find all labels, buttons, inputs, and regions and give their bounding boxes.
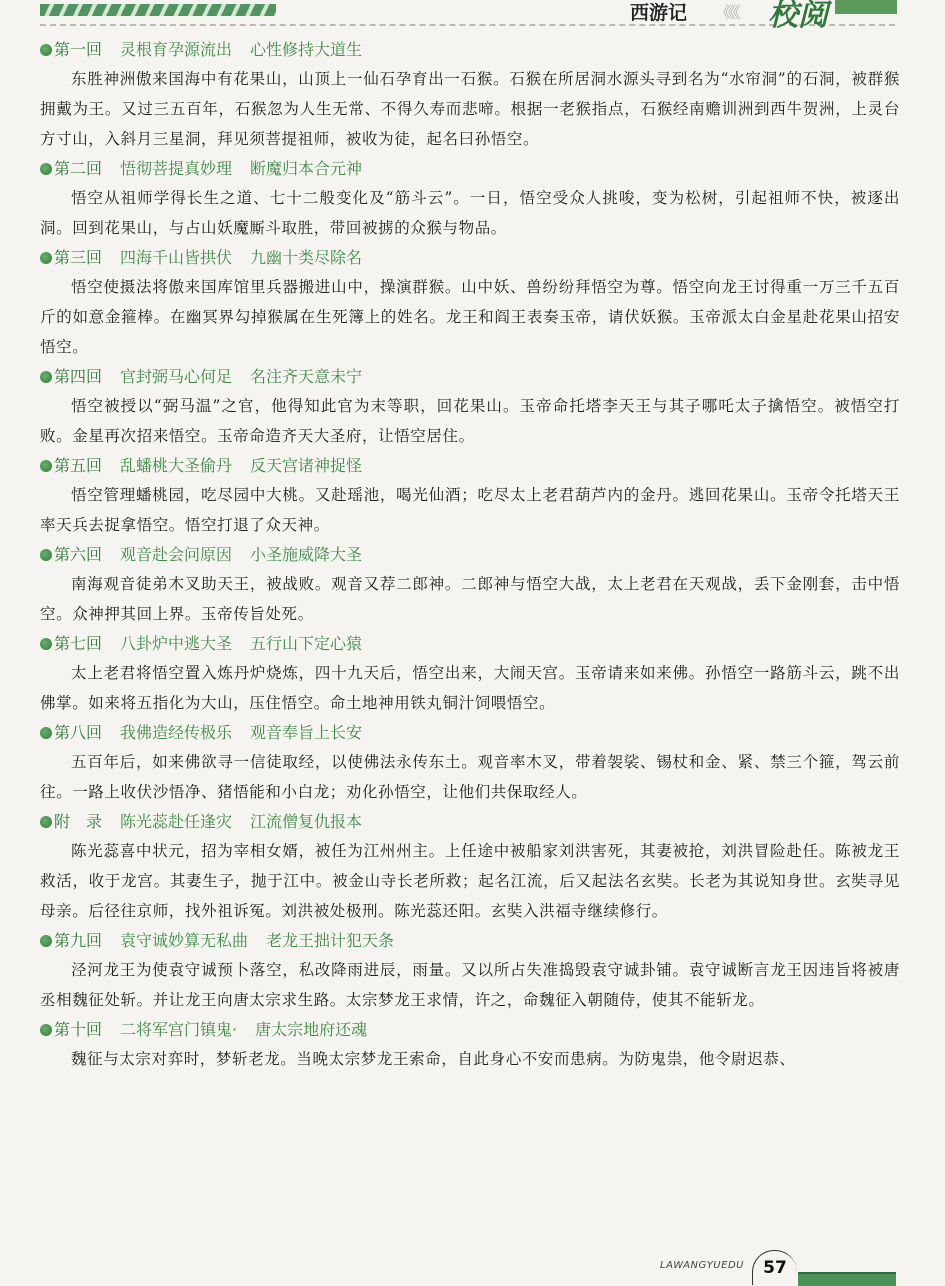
bullet-dot-icon — [40, 44, 52, 56]
chapter-title-first: 悟彻菩提真妙理 — [120, 159, 233, 178]
chapter-title-second: 九幽十类尽除名 — [250, 248, 363, 267]
bullet-dot-icon — [40, 816, 52, 828]
decorative-footer-bar — [798, 1272, 896, 1286]
chapter-summary: 南海观音徒弟木叉助天王，被战败。观音又荐二郎神。二郎神与悟空大战，太上老君在天观战，丢下金刚套，击中悟空。众神押其回上界。玉帝传旨处死。 — [40, 575, 900, 623]
bullet-dot-icon — [40, 549, 52, 561]
chapter-entry — [40, 452, 900, 540]
chapter-title-second: 五行山下定心猿 — [250, 634, 363, 653]
chapter-title-first: 袁守诚妙算无私曲 — [120, 931, 249, 950]
chapter-number: 第四回 — [54, 367, 103, 386]
chapter-entry — [40, 155, 900, 243]
bullet-dot-icon — [40, 935, 52, 947]
bullet-dot-icon — [40, 371, 52, 383]
chapter-title-first: 观音赴会问原因 — [120, 545, 233, 564]
chapter-entry — [40, 36, 900, 154]
chapter-summary: 悟空使摄法将傲来国库馆里兵器搬进山中，操演群猴。山中妖、兽纷纷拜悟空为尊。悟空向龙王讨得重一万三千五百斤的如意金箍棒。在幽冥界勾掉猴属在生死簿上的姓名。龙王和阎王表奏玉帝，请伏妖猴。玉帝派太白金星赴花果山招安悟空。 — [40, 278, 900, 356]
chapter-number: 第八回 — [54, 723, 103, 742]
chapter-heading — [40, 244, 900, 272]
chapter-summary: 悟空被授以“弼马温”之官，他得知此官为末等职，回花果山。玉帝命托塔李天王与其子哪吒太子擒悟空。被悟空打败。金星再次招来悟空。玉帝命造齐天大圣府，让悟空居住。 — [40, 397, 900, 445]
chapter-heading — [40, 36, 900, 64]
chapter-summary: 陈光蕊喜中状元，招为宰相女婿，被任为江州州主。上任途中被船家刘洪害死，其妻被抢，刘洪冒险赴任。陈被龙王救活，收于龙宫。其妻生子，抛于江中。被金山寺长老所救；起名江流，后又起法名玄奘。长老为其说知身世。玄奘寻见母亲。后径往京师，找外祖诉冤。刘洪被处极刑。陈光蕊还阳。玄奘入洪福寺继续修行。 — [40, 842, 900, 920]
chapter-number: 第一回 — [54, 40, 103, 59]
chapter-entry — [40, 630, 900, 718]
bullet-dot-icon — [40, 252, 52, 264]
chapter-entry — [40, 927, 900, 1015]
chapter-number: 附 录 — [54, 812, 103, 831]
footer-brand: LAWANGYUEDU — [660, 1260, 744, 1271]
chapter-title-first: 灵根育孕源流出 — [120, 40, 233, 59]
chapter-summary: 泾河龙王为使袁守诚预卜落空，私改降雨进辰，雨量。又以所占失准捣毁袁守诚卦铺。袁守诚断言龙王因违旨将被唐丞相魏征处斩。并让龙王向唐太宗求生路。太宗梦龙王求情，许之，命魏征入朝随侍，使其不能斩龙。 — [40, 961, 900, 1009]
chapter-heading — [40, 927, 900, 955]
chapter-heading — [40, 363, 900, 391]
bullet-dot-icon — [40, 727, 52, 739]
chapter-title-second: 老龙王拙计犯天条 — [266, 931, 395, 950]
chapter-title-first: 八卦炉中逃大圣 — [120, 634, 233, 653]
chapter-title-second: 断魔归本合元神 — [250, 159, 363, 178]
chapter-entry — [40, 541, 900, 629]
chapter-number: 第九回 — [54, 931, 103, 950]
chapter-number: 第三回 — [54, 248, 103, 267]
chapter-number: 第五回 — [54, 456, 103, 475]
decorative-green-block — [835, 0, 897, 14]
chapter-heading — [40, 719, 900, 747]
chapter-heading — [40, 630, 900, 658]
chapter-title-second: 观音奉旨上长安 — [250, 723, 363, 742]
chapter-summary: 悟空从祖师学得长生之道、七十二般变化及“筋斗云”。一日，悟空受众人挑唆，变为松树，引起祖师不快，被逐出洞。回到花果山，与占山妖魔厮斗取胜，带回被掳的众猴与物品。 — [40, 189, 900, 237]
chapter-summary: 悟空管理蟠桃园，吃尽园中大桃。又赴瑶池，喝光仙酒；吃尽太上老君葫芦内的金丹。逃回花果山。玉帝令托塔天王率天兵去捉拿悟空。悟空打退了众天神。 — [40, 486, 900, 534]
chapter-heading — [40, 1016, 900, 1044]
chapter-number: 第七回 — [54, 634, 103, 653]
bullet-dot-icon — [40, 460, 52, 472]
chapter-title-first: 四海千山皆拱伏 — [120, 248, 233, 267]
page-number: 57 — [752, 1250, 797, 1285]
bullet-dot-icon — [40, 1024, 52, 1036]
chapter-number: 第十回 — [54, 1020, 103, 1039]
chapter-title-first: 二将军宫门镇鬼· — [120, 1020, 238, 1039]
section-label: 校阅 — [768, 0, 828, 33]
chapter-number: 第二回 — [54, 159, 103, 178]
chapter-heading — [40, 541, 900, 569]
chapter-title-second: 小圣施威降大圣 — [250, 545, 363, 564]
chapter-title-first: 陈光蕊赴任逢灾 — [120, 812, 233, 831]
chapter-entry — [40, 363, 900, 451]
chapter-title-first: 我佛造经传极乐 — [120, 723, 233, 742]
chapter-summaries — [40, 36, 900, 1075]
decorative-stripe-bar — [40, 4, 276, 16]
chapter-title-first: 乱蟠桃大圣偷丹 — [120, 456, 233, 475]
chevron-left-icon: 《《《 — [715, 3, 739, 22]
chapter-heading — [40, 155, 900, 183]
page-header — [0, 0, 945, 36]
bullet-dot-icon — [40, 163, 52, 175]
chapter-entry — [40, 244, 900, 362]
chapter-entry — [40, 1016, 900, 1074]
book-title: 西游记 — [630, 2, 688, 24]
chapter-title-second: 江流僧复仇报本 — [250, 812, 363, 831]
chapter-summary: 东胜神洲傲来国海中有花果山，山顶上一仙石孕育出一石猴。石猴在所居洞水源头寻到名为“水帘洞”的石洞，被群猴拥戴为王。又过三五百年，石猴忽为人生无常、不得久寿而悲啼。根据一老猴指点，石猴经南赡训洲到西牛贺洲，上灵台方寸山，入斜月三星洞，拜见须菩提祖师，被收为徒，起名曰孙悟空。 — [40, 70, 900, 148]
chapter-title-second: 名注齐天意未宁 — [250, 367, 363, 386]
bullet-dot-icon — [40, 638, 52, 650]
chapter-heading — [40, 452, 900, 480]
chapter-number: 第六回 — [54, 545, 103, 564]
chapter-title-second: 反天宫诸神捉怪 — [250, 456, 363, 475]
chapter-title-first: 官封弼马心何足 — [120, 367, 233, 386]
chapter-entry — [40, 808, 900, 926]
chapter-summary: 五百年后，如来佛欲寻一信徒取经，以使佛法永传东土。观音率木叉，带着袈裟、锡杖和金、紧、禁三个箍，驾云前往。一路上收伏沙悟净、猪悟能和小白龙；劝化孙悟空，让他们共保取经人。 — [40, 753, 900, 801]
page-footer — [0, 1244, 945, 1280]
chapter-heading — [40, 808, 900, 836]
chapter-entry — [40, 719, 900, 807]
chapter-title-second: 唐太宗地府还魂 — [255, 1020, 368, 1039]
header-divider — [40, 24, 895, 26]
chapter-title-second: 心性修持大道生 — [250, 40, 363, 59]
chapter-summary: 魏征与太宗对弈时，梦斩老龙。当晚太宗梦龙王索命，自此身心不安而患病。为防鬼祟，他令尉迟恭、 — [71, 1050, 796, 1068]
chapter-summary: 太上老君将悟空置入炼丹炉烧炼，四十九天后，悟空出来，大闹天宫。玉帝请来如来佛。孙悟空一路筋斗云，跳不出佛掌。如来将五指化为大山，压住悟空。命土地神用铁丸铜汁饲喂悟空。 — [40, 664, 900, 712]
